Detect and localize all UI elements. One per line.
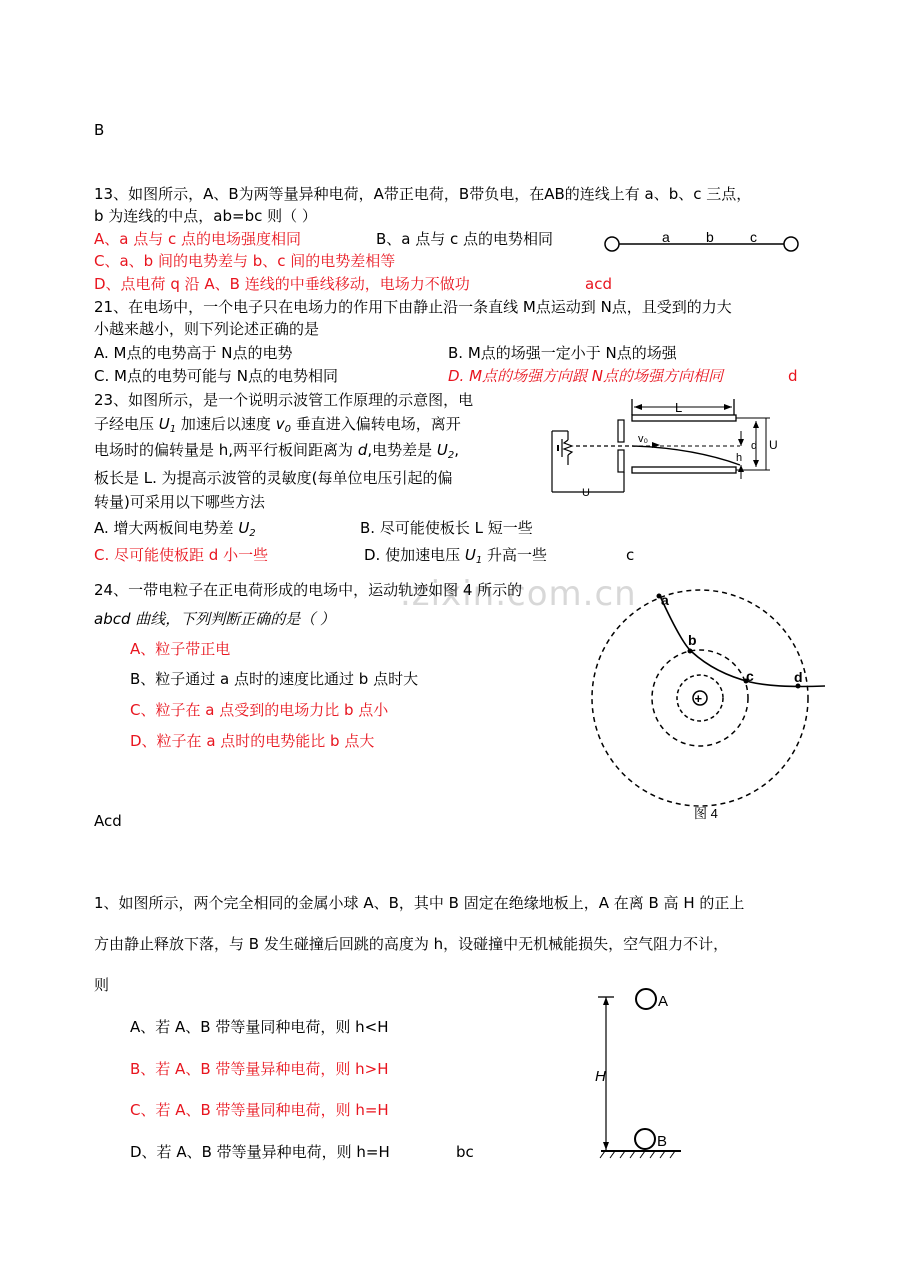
filament-coil <box>564 440 572 455</box>
point-a-label: a <box>661 592 669 608</box>
q1-answer: bc <box>456 1143 474 1161</box>
oscilloscope-diagram <box>548 395 788 500</box>
q1-option-c: C、若 A、B 带等量同种电荷，则 h=H <box>130 1101 389 1119</box>
accelerating-voltage-label: U <box>582 487 590 499</box>
q13-option-a: A、a 点与 c 点的电场强度相同 <box>94 230 302 248</box>
q13-option-b: B、a 点与 c 点的电势相同 <box>376 230 554 248</box>
q23-text: 垂直进入偏转电场，离开 <box>290 415 461 433</box>
q21-option-b: B. M点的场强一定小于 N点的场强 <box>448 344 677 362</box>
q1-stem-line2: 方由静止释放下落，与 B 发生碰撞后回跳的高度为 h，设碰撞中无机械能损失，空气阻力不计， <box>94 935 729 953</box>
q21-stem-line2: 小越来越小，则下列论述正确的是 <box>94 320 320 338</box>
q24-option-b: B、粒子通过 a 点时的速度比通过 b 点时大 <box>130 670 419 688</box>
field-trajectory-figure <box>590 588 830 828</box>
u2-symbol: $U_2$ <box>436 441 455 461</box>
q13-answer: acd <box>585 275 612 293</box>
point-a-label: a <box>662 229 670 245</box>
q24-answer: Acd <box>94 812 122 830</box>
q23-answer: c <box>626 546 635 564</box>
q13-stem-line1: 13、如图所示，A、B为两等量异种电荷，A带正电荷，B带负电，在AB的连线上有 a、b、c 三点， <box>94 185 752 203</box>
q21-stem-line1: 21、在电场中，一个电子只在电场力的作用下由静止沿一条直线 M点运动到 N点，且受到的力大 <box>94 298 732 316</box>
point-d-label: d <box>794 669 803 685</box>
ball-b-label: B <box>657 1133 668 1150</box>
q23-text: , <box>454 441 460 459</box>
q1-stem-line3: 则 <box>94 976 110 994</box>
gap-label: d <box>751 440 758 452</box>
q1-stem-line1: 1、如图所示，两个完全相同的金属小球 A、B，其中 B 固定在绝缘地板上，A 在离 B 高 H 的正上 <box>94 894 745 912</box>
ball-b <box>635 1129 655 1149</box>
q23-stem-line4: 板长是 L. 为提高示波管的灵敏度(每单位电压引起的偏 <box>94 469 453 487</box>
deflection-label: h <box>736 452 743 464</box>
q24-option-a: A、粒子带正电 <box>130 640 231 658</box>
velocity-label: v₀ <box>638 433 649 445</box>
point-c-label: c <box>746 668 754 684</box>
q23-option-a: A. 增大两板间电势差 $U_2$ <box>94 519 256 539</box>
upper-plate <box>632 415 736 421</box>
u1-symbol: $U_1$ <box>464 546 483 566</box>
electron-path <box>632 446 743 465</box>
q21-option-d: D. M点的场强方向跟 N点的场强方向相同 <box>448 367 724 385</box>
lower-plate <box>632 467 736 473</box>
length-label: L <box>675 400 683 415</box>
voltage-label: U <box>769 438 778 452</box>
q1-option-d: D、若 A、B 带等量异种电荷，则 h=H <box>130 1143 390 1161</box>
d-symbol: d <box>357 441 368 459</box>
u1-symbol: $U_1$ <box>158 415 177 435</box>
accelerating-plate-bottom <box>618 450 624 472</box>
q13-stem-line2: b 为连线的中点，ab=bc 则（ ） <box>94 207 317 225</box>
q21-answer: d <box>788 367 798 385</box>
q1-option-b: B、若 A、B 带等量异种电荷，则 h>H <box>130 1060 389 1078</box>
figure-caption: 图 4 <box>694 806 718 821</box>
v0-symbol: $v_0$ <box>275 415 291 435</box>
q23-option-b: B. 尽可能使板长 L 短一些 <box>360 519 533 537</box>
ball-a-label: A <box>658 993 669 1010</box>
q23-text: 子经电压 <box>94 415 159 433</box>
charge-a-circle <box>605 237 619 251</box>
q23-stem-line2 <box>94 414 461 440</box>
q21-option-c: C. M点的电势可能与 N点的电势相同 <box>94 367 338 385</box>
q23-stem-line5: 转量)可采用以下哪些方法 <box>94 493 265 511</box>
plus-sign: + <box>694 691 703 706</box>
q13-option-c: C、a、b 间的电势差与 b、c 间的电势差相等 <box>94 252 396 270</box>
ground-hatching <box>600 1151 675 1158</box>
q1-option-a: A、若 A、B 带等量同种电荷，则 h<H <box>130 1018 389 1036</box>
q23-option-c: C. 尽可能使板距 d 小一些 <box>94 546 269 564</box>
q23-option-d: D. 使加速电压 $U_1$ 升高一些 <box>364 546 547 566</box>
point-b-label: b <box>688 632 697 648</box>
q23-stem-line3 <box>94 440 459 466</box>
q24-stem-line2: abcd 曲线，下列判断正确的是（ ） <box>94 610 336 628</box>
q23-text: ,电势差是 <box>367 441 437 459</box>
point-b-label: b <box>706 229 714 245</box>
charge-line-diagram <box>600 228 805 258</box>
q13-option-d: D、点电荷 q 沿 A、B 连线的中垂线移动，电场力不做功 <box>94 275 470 293</box>
u2-symbol: $U_2$ <box>238 519 256 539</box>
ball-a <box>636 989 656 1009</box>
height-label: H <box>595 1068 606 1085</box>
accelerating-plate-top <box>618 420 624 442</box>
q24-option-c: C、粒子在 a 点受到的电场力比 b 点小 <box>130 701 389 719</box>
q23-stem-line1: 23、如图所示，是一个说明示波管工作原理的示意图，电 <box>94 391 474 409</box>
q21-option-a: A. M点的电势高于 N点的电势 <box>94 344 293 362</box>
q24-stem-line1: 24、一带电粒子在正电荷形成的电场中，运动轨迹如图 4 所示的 <box>94 581 523 599</box>
watermark: .zixin.com.cn <box>400 574 637 614</box>
answer-previous: B <box>94 121 105 139</box>
q23-text: 电场时的偏转量是 h,两平行板间距离为 <box>94 441 358 459</box>
point-c-label: c <box>750 229 757 245</box>
q23-text: 加速后以速度 <box>176 415 276 433</box>
charge-b-circle <box>784 237 798 251</box>
ball-drop-diagram <box>595 985 695 1165</box>
q24-option-d: D、粒子在 a 点时的电势能比 b 点大 <box>130 732 375 750</box>
